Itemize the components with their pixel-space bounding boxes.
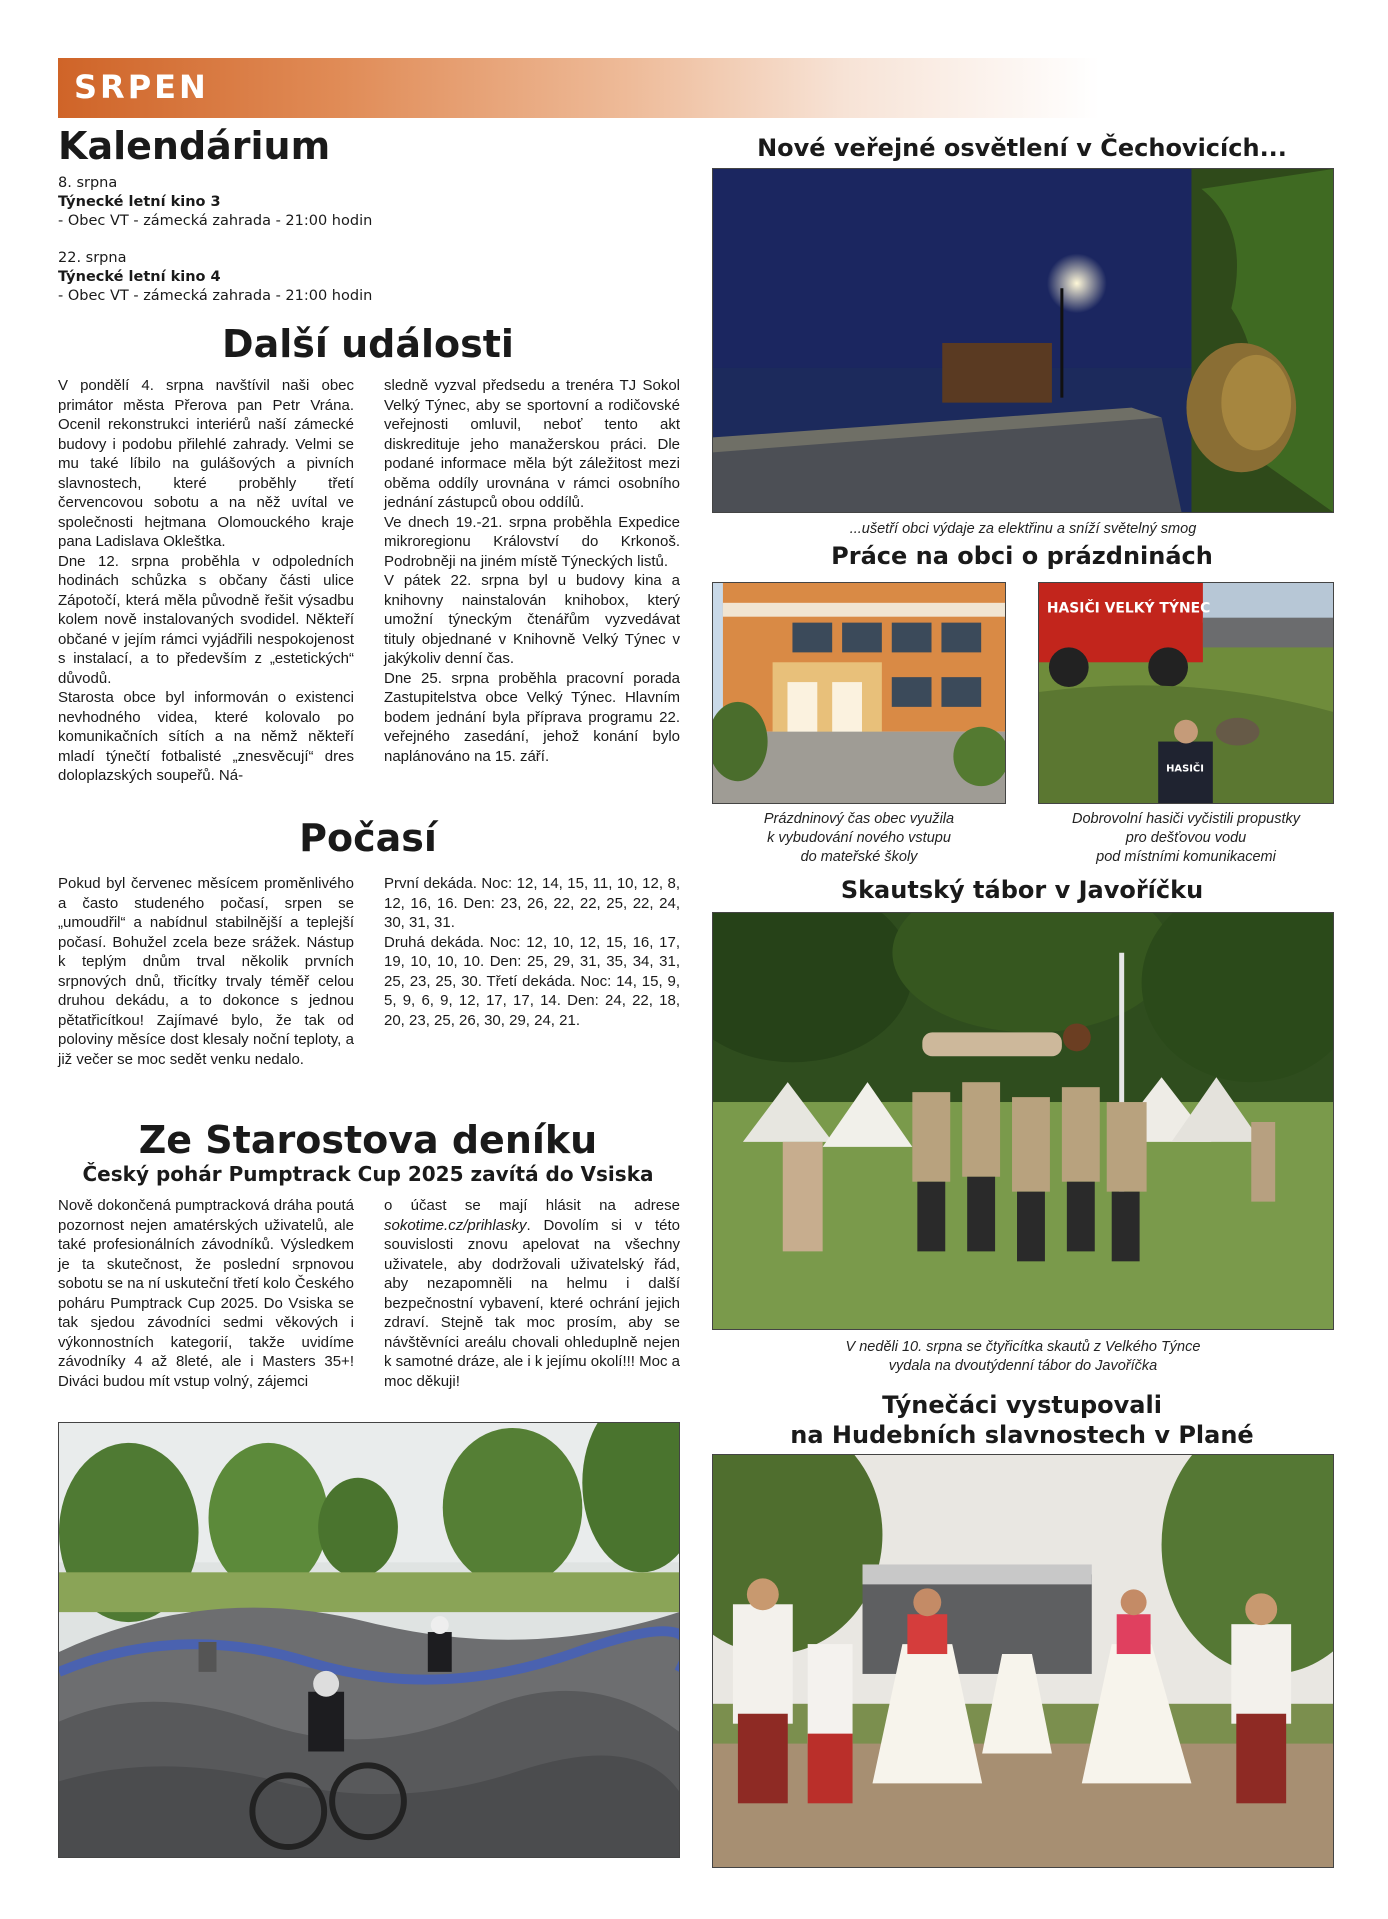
starosta-col1: [58, 1196, 354, 1391]
prace-title: Práce na obci o prázdninách: [831, 542, 1213, 570]
article-paragraph: [384, 1196, 680, 1391]
calendar-date: 22. srpna: [58, 250, 127, 266]
kindergarten-photo: [712, 582, 1006, 804]
firefighters-photo: [1038, 582, 1334, 804]
skauti-caption: [712, 1338, 1334, 1376]
article-paragraph: V pondělí 4. srpna navštívil naši obec primátor města Přerova pan Petr Vrána. Ocenil rekonstrukci interiérů naší zámecké budovy i podobu přilehlé zahrady. Velmi se mu také líbilo na gulášových a pivních slavnostech, které proběhly třetí červencovou sobotu a na něž uvítal ve společnosti hejtmana Olomouckého kraje pana Ladislava Okleštka.: [58, 377, 354, 550]
title-line: na Hudebních slavnostech v Plané: [790, 1421, 1254, 1449]
kalendarium-title: Kalendárium: [58, 124, 331, 168]
firefighters-caption: [1038, 810, 1334, 867]
calendar-item: [58, 174, 698, 231]
pocasi-col1: [58, 874, 354, 1069]
starosta-title: Ze Starostova deníku: [138, 1118, 598, 1162]
pocasi-title: Počasí: [299, 816, 437, 860]
calendar-detail: - Obec VT - zámecká zahrada - 21:00 hodin: [58, 288, 373, 304]
caption-line: pro dešťovou vodu: [1125, 830, 1247, 846]
article-paragraph: Ve dnech 19.-21. srpna proběhla Expedice mikroregionu Království do Krkonoš. Podrobněji na jiném místě Týneckých listů.: [384, 513, 680, 570]
dalsi-udalosti-col2: [384, 376, 680, 766]
kindergarten-caption: [712, 810, 1006, 867]
street-light-photo: [712, 168, 1334, 513]
osvetleni-caption: ...ušetří obci výdaje za elektřinu a sníží světelný smog: [849, 521, 1197, 537]
calendar-event: Týnecké letní kino 3: [58, 194, 221, 210]
caption-line: pod místními komunikacemi: [1096, 849, 1276, 865]
calendar-detail: - Obec VT - zámecká zahrada - 21:00 hodin: [58, 213, 373, 229]
text-span: o účast se mají hlásit na adrese: [384, 1197, 680, 1214]
starosta-col2: [384, 1196, 680, 1391]
article-paragraph: Dne 25. srpna proběhla pracovní porada Zastupitelstva obce Velký Týnec. Hlavním bodem jednání byla příprava programu 22. veřejného zasedání, jehož konání bylo naplánováno na 15. září.: [384, 669, 680, 765]
caption-line: vydala na dvoutýdenní tábor do Javoříčka: [888, 1358, 1158, 1374]
link-text[interactable]: sokotime.cz/prihlasky: [384, 1216, 527, 1234]
article-paragraph: Pokud byl červenec měsícem proměnlivého a často studeného počasí, srpen se „umoudřil“ a nabídnul stabilnější a teplejší počasí. Bohužel zcela beze srážek. Nástup k teplým dnům trval několik prvních srpnových dnů, třicítky trvaly téměř celou druhou dekádu, a to dokonce s jednou pětatřicítkou! Zajímavé bylo, že tak od poloviny měsíce dost klesaly noční teploty, a již večer se moc sedět venku nedalo.: [58, 875, 354, 1068]
section-banner: [58, 58, 1328, 118]
caption-line: do mateřské školy: [800, 849, 918, 865]
scout-camp-photo: [712, 912, 1334, 1330]
text-span: . Dovolím si v této souvislosti znovu apelovat na všechny uživatele, aby dodržovali uživatelský řád, aby nezapomněli na helmu i další bezpečnostní vybavení, které ochrání jejich zdraví. Stejně tak moc prosím, aby se návštěvníci areálu chovali ohleduplně nejen k samotné dráze, ale i k jejímu okolí!!! Moc a moc děkuji!: [384, 1216, 680, 1390]
dalsi-udalosti-col1: [58, 376, 354, 786]
weather-data: První dekáda. Noc: 12, 14, 15, 11, 10, 12, 8, 12, 16, 16. Den: 23, 26, 22, 22, 25, 22, 24, 30, 31, 31.: [384, 875, 680, 931]
calendar-event: Týnecké letní kino 4: [58, 269, 221, 285]
starosta-subtitle: Český pohár Pumptrack Cup 2025 zavítá do Vsiska: [82, 1162, 654, 1186]
banner-label: SRPEN: [74, 68, 209, 106]
truck-lettering: HASIČI VELKÝ TÝNEC: [1046, 600, 1211, 617]
osvetleni-title: Nové veřejné osvětlení v Čechovicích...: [757, 134, 1287, 162]
folk-dance-photo: [712, 1454, 1334, 1868]
pumptrack-photo: [58, 1422, 680, 1858]
hudebni-title: [712, 1390, 1332, 1450]
caption-line: k vybudování nového vstupu: [767, 830, 951, 846]
skauti-title: Skautský tábor v Javoříčku: [840, 876, 1204, 904]
shirt-lettering: HASIČI: [1166, 763, 1204, 775]
article-paragraph: V pátek 22. srpna byl u budovy kina a knihovny nainstalován knihobox, který umožní týneckým čtenářům vyzvedávat tituly objednané v Knihovně Velký Týnec v jakýkoliv denní čas.: [384, 572, 680, 667]
article-paragraph: sledně vyzval předsedu a trenéra TJ Sokol Velký Týnec, aby se sportovní a rodičovské veřejnosti omluvil, neboť tento akt diskredituje jeho manažerskou práci. Dle podané informace měla být záležitost mezi oběma oddíly urovnána v rámci osobního jednání zástupců obou oddílů.: [384, 377, 680, 511]
caption-line: Prázdninový čas obec využila: [763, 811, 955, 827]
article-paragraph: Dne 12. srpna proběhla v odpoledních hodinách schůzka s občany části ulice Zápotočí, která měla původně řešit výsadbu kolem nově instalovaných svodidel. Někteří občané v jejím rámci vyjádřili nespokojenost s instalací, a to především z „estetických“ důvodů.: [58, 552, 354, 687]
calendar-item: [58, 249, 698, 306]
kalendarium-list: [58, 174, 698, 324]
dalsi-udalosti-title: Další události: [222, 322, 514, 366]
title-line: Týnečáci vystupovali: [882, 1391, 1162, 1419]
weather-data: Druhá dekáda. Noc: 12, 10, 12, 15, 16, 17, 19, 10, 10, 10. Den: 25, 29, 31, 35, 34, 31, 25, 23, 25, 30. Třetí dekáda. Noc: 14, 15, 9, 5, 9, 6, 9, 12, 17, 17, 14. Den: 24, 22, 18, 20, 23, 25, 26, 30, 29, 24, 21.: [384, 933, 680, 1029]
caption-line: V neděli 10. srpna se čtyřicítka skautů z Velkého Týnce: [845, 1339, 1201, 1355]
calendar-date: 8. srpna: [58, 175, 118, 191]
pocasi-col2: [384, 874, 680, 1030]
caption-line: Dobrovolní hasiči vyčistili propustky: [1071, 811, 1301, 827]
article-paragraph: Starosta obce byl informován o existenci nevhodného videa, které kolovalo po komunikačních sítích a na němž někteří mladí týnečtí fotbalisté „znesvěcují“ dres doloplazských soupeřů. Ná-: [58, 689, 354, 784]
article-paragraph: Nově dokončená pumptracková dráha poutá pozornost nejen amatérských uživatelů, ale také profesionálních závodníků. Výsledkem je ta skutečnost, že poslední srpnovou sobotu se na ní uskuteční třetí kolo Českého poháru Pumptrack Cup 2025. Do Vsiska se tak sjedou závodníci sedmi věkových i výkonnostních kategorií, takže uvidíme závodníky 4 až 8leté, ale i Masters 35+! Diváci budou mít vstup volný, zájemci: [58, 1197, 355, 1390]
